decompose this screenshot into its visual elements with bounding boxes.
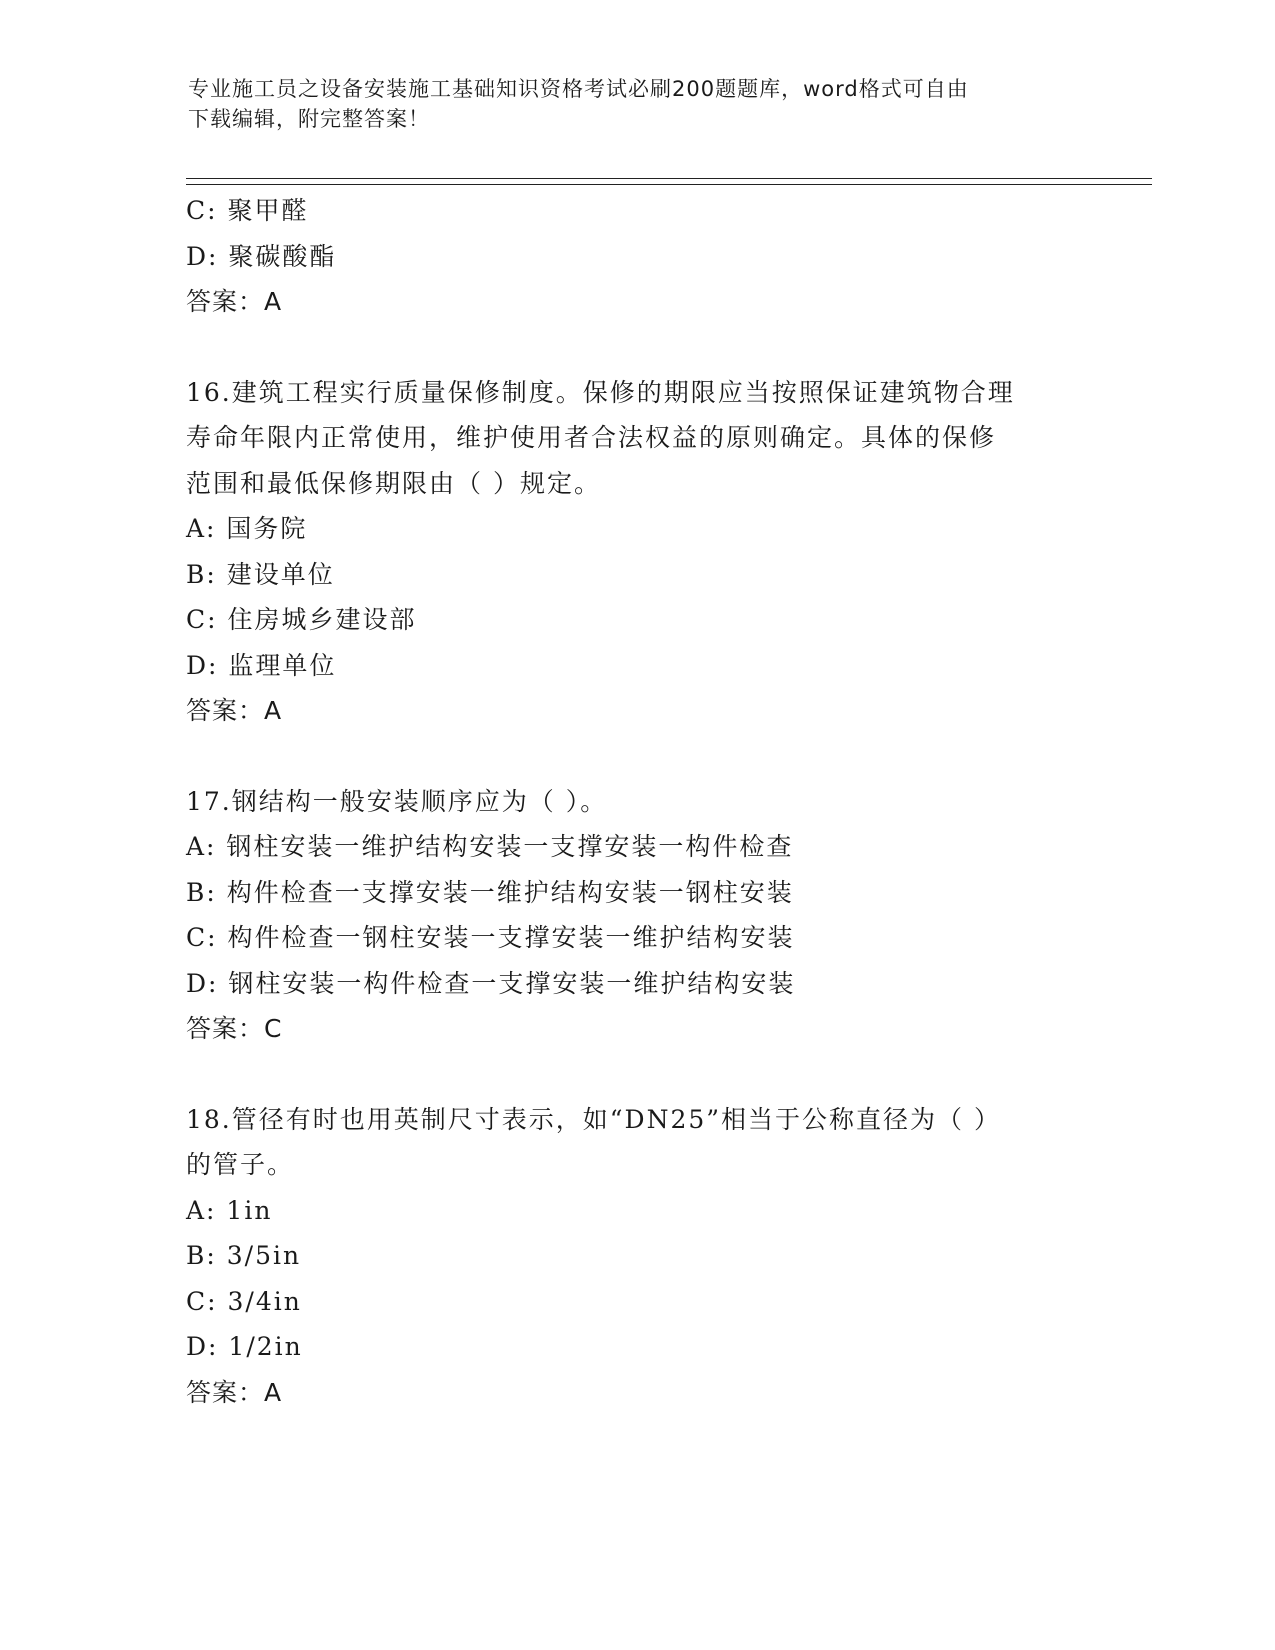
q16-stem-line-1: 16.建筑工程实行质量保修制度。保修的期限应当按照保证建筑物合理 xyxy=(186,377,1015,407)
q17-option-a: A: 钢柱安装一维护结构安装一支撑安装一构件检查 xyxy=(186,832,794,861)
question-17 xyxy=(186,779,1086,1052)
q16-answer: 答案：A xyxy=(186,696,283,725)
q18-option-c: C: 3/4in xyxy=(186,1286,302,1316)
q18-answer: 答案：A xyxy=(186,1377,283,1407)
question-15 xyxy=(186,188,1086,325)
question-18 xyxy=(186,1097,1086,1416)
header-title-line-2: 下载编辑，附完整答案！ xyxy=(188,107,430,131)
spacer xyxy=(186,325,1086,370)
q15-answer: 答案：A xyxy=(186,287,283,316)
q16-option-b: B: 建设单位 xyxy=(186,559,335,589)
q18-option-a: A: 1in xyxy=(186,1195,273,1225)
q17-answer: 答案：C xyxy=(186,1014,283,1043)
q18-stem-line-1: 18.管径有时也用英制尺寸表示，如“DN25”相当于公称直径为（ ） xyxy=(186,1104,1001,1134)
document-body xyxy=(186,188,1086,1415)
q15-option-d: D: 聚碳酸酯 xyxy=(186,241,337,271)
q16-option-a: A: 国务院 xyxy=(186,514,308,543)
q15-option-c: C: 聚甲醛 xyxy=(186,196,309,225)
q18-stem-line-2: 的管子。 xyxy=(186,1150,295,1179)
page-header xyxy=(188,74,1088,134)
q16-option-d: D: 监理单位 xyxy=(186,650,337,680)
q16-stem-line-3: 范围和最低保修期限由（ ）规定。 xyxy=(186,468,601,498)
spacer xyxy=(186,1052,1086,1097)
q16-option-c: C: 住房城乡建设部 xyxy=(186,605,417,634)
q17-option-d: D: 钢柱安装一构件检查一支撑安装一维护结构安装 xyxy=(186,968,796,998)
q16-stem-line-2: 寿命年限内正常使用，维护使用者合法权益的原则确定。具体的保修 xyxy=(186,423,997,452)
spacer xyxy=(186,734,1086,779)
q18-option-b: B: 3/5in xyxy=(186,1241,302,1270)
q18-option-d: D: 1/2in xyxy=(186,1332,303,1361)
q17-option-b: B: 构件检查一支撑安装一维护结构安装一钢柱安装 xyxy=(186,877,794,907)
header-divider xyxy=(186,178,1152,185)
q17-stem-line-1: 17.钢结构一般安装顺序应为（ ）。 xyxy=(186,786,608,816)
question-16 xyxy=(186,370,1086,734)
q17-option-c: C: 构件检查一钢柱安装一支撑安装一维护结构安装 xyxy=(186,923,795,952)
header-title-line-1: 专业施工员之设备安装施工基础知识资格考试必刷200题题库，word格式可自由 xyxy=(188,77,969,101)
